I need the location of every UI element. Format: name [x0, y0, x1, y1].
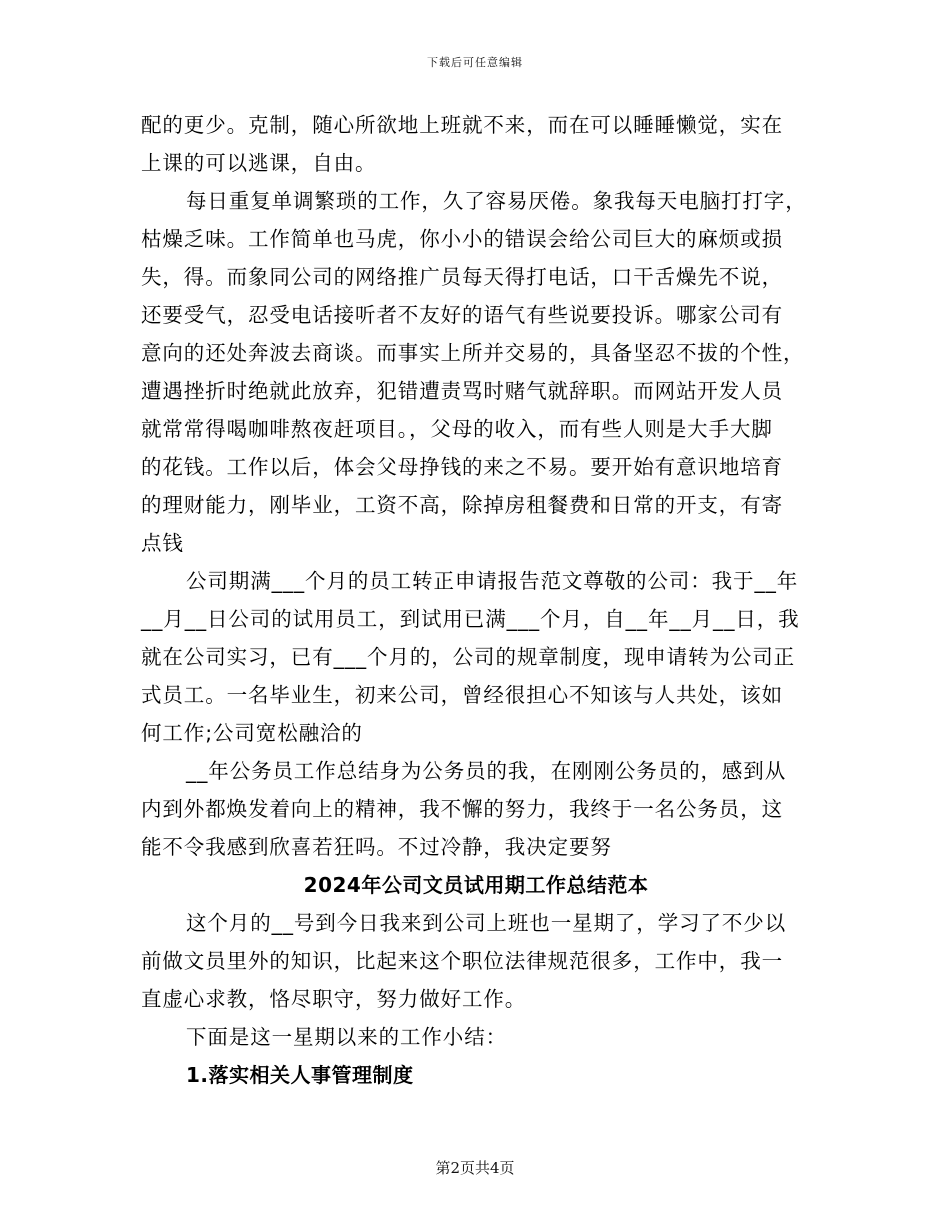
numbered-heading: 1.落实相关人事管理制度: [186, 1063, 414, 1087]
paragraph-line: 上课的可以逃课，自由。: [141, 151, 377, 175]
paragraph-line: 的花钱。工作以后，体会父母挣钱的来之不易。要开始有意识地培育: [141, 455, 783, 479]
paragraph-line: 的理财能力，刚毕业，工资不高，除掉房租餐费和日常的开支，有寄: [141, 493, 783, 517]
paragraph-line: __年公务员工作总结身为公务员的我，在刚刚公务员的，感到从: [186, 759, 787, 783]
paragraph-line: __月__日公司的试用员工，到试用已满___个月，自__年__月__日，我: [141, 607, 800, 631]
paragraph-line: 直虚心求教，恪尽职守，努力做好工作。: [141, 987, 527, 1011]
document-body: [141, 106, 811, 1094]
paragraph-line: 意向的还处奔波去商谈。而事实上所并交易的，具备坚忍不拔的个性，: [141, 341, 805, 365]
paragraph-line: 这个月的__号到今日我来到公司上班也一星期了，学习了不少以: [186, 911, 787, 935]
paragraph-line: 还要受气，忍受电话接听者不友好的语气有些说要投诉。哪家公司有: [141, 303, 783, 327]
paragraph-line: 下面是这一星期以来的工作小结：: [186, 1025, 507, 1049]
paragraph-line: 就在公司实习，已有___个月的，公司的规章制度，现申请转为公司正: [141, 645, 796, 669]
paragraph-line: 配的更少。克制，随心所欲地上班就不来，而在可以睡睡懒觉，实在: [141, 113, 783, 137]
paragraph-line: 失，得。而象同公司的网络推广员每天得打电话，口干舌燥先不说，: [141, 265, 783, 289]
paragraph-line: 内到外都焕发着向上的精神，我不懈的努力，我终于一名公务员，这: [141, 797, 783, 821]
paragraph-line: 能不令我感到欣喜若狂吗。不过冷静，我决定要努: [141, 835, 612, 859]
paragraph-line: 公司期满___个月的员工转正申请报告范文尊敬的公司：我于__年: [186, 569, 799, 593]
paragraph-line: 就常常得喝咖啡熬夜赶项目。，父母的收入，而有些人则是大手大脚: [141, 417, 773, 441]
page-number: 第2页共4页: [435, 1159, 515, 1177]
paragraph-line: 前做文员里外的知识，比起来这个职位法律规范很多，工作中，我一: [141, 949, 783, 973]
paragraph-line: 遭遇挫折时绝就此放弃，犯错遭责骂时赌气就辞职。而网站开发人员: [141, 379, 783, 403]
paragraph-line: 每日重复单调繁琐的工作，久了容易厌倦。象我每天电脑打打字，: [186, 189, 807, 213]
section-title: 2024年公司文员试用期工作总结范本: [303, 873, 649, 897]
paragraph-line: 枯燥乏味。工作简单也马虎，你小小的错误会给公司巨大的麻烦或损: [141, 227, 783, 251]
paragraph-line: 点钱: [141, 531, 184, 555]
header-note: 下载后可任意编辑: [427, 56, 523, 69]
paragraph-line: 式员工。一名毕业生，初来公司，曾经很担心不知该与人共处，该如: [141, 683, 783, 707]
paragraph-line: 何工作;公司宽松融洽的: [141, 721, 363, 745]
